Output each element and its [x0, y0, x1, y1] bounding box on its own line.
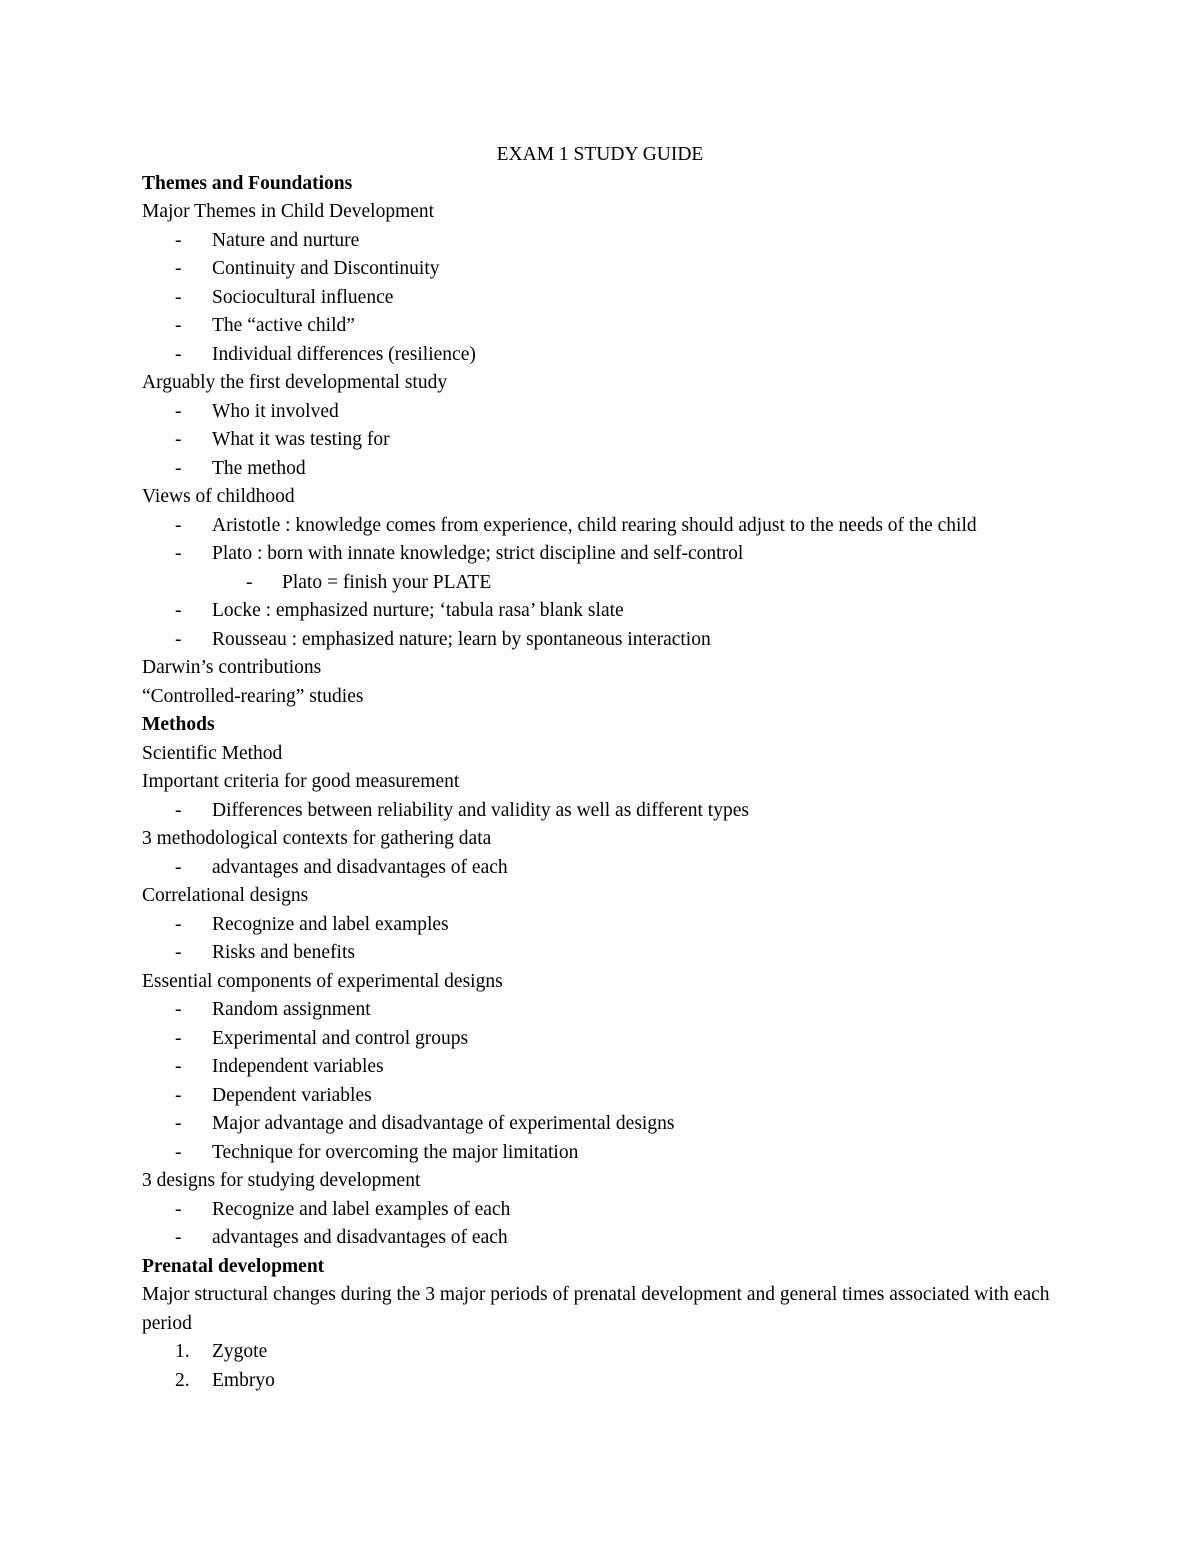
document-title: EXAM 1 STUDY GUIDE — [496, 144, 704, 165]
sub-list-item: - Plato = finish your PLATE — [142, 569, 1072, 598]
bullet-dash: - — [175, 913, 182, 935]
list-item: - The “active child” — [142, 312, 1072, 341]
bullet-dash: - — [175, 1056, 182, 1077]
list-item: - The method — [142, 455, 1072, 484]
bullet-dash: - — [175, 514, 182, 536]
bullet-dash: - — [175, 457, 182, 479]
list-item: - Sociocultural influence — [142, 284, 1072, 313]
section-heading-prenatal: Prenatal development — [142, 1255, 325, 1277]
topic-developmental-designs: 3 designs for studying development — [142, 1170, 421, 1191]
list-item: - Risks and benefits — [142, 939, 1072, 968]
list-item: - Dependent variables — [142, 1082, 1072, 1111]
topic-first-study: Arguably the first developmental study — [142, 372, 448, 393]
list-item: - Independent variables — [142, 1053, 1072, 1082]
list-item: - Rousseau : emphasized nature; learn by spontaneous interaction — [142, 626, 1072, 655]
section-heading-methods: Methods — [142, 714, 215, 735]
bullet-dash: - — [175, 1141, 182, 1163]
list-item: - Differences between reliability and validity as well as different types — [142, 797, 1072, 826]
list-item: - Experimental and control groups — [142, 1025, 1072, 1054]
list-item: - Locke : emphasized nurture; ‘tabula rasa’ blank slate — [142, 597, 1072, 626]
item-number: 2. — [175, 1369, 190, 1391]
list-item: - Aristotle : knowledge comes from experience, child rearing should adjust to the needs of the child — [142, 512, 1072, 541]
numbered-item: 1. Zygote — [142, 1338, 1072, 1367]
bullet-dash: - — [175, 429, 182, 450]
list-item: - Major advantage and disadvantage of experimental designs — [142, 1110, 1072, 1139]
topic-correlational-designs: Correlational designs — [142, 885, 309, 906]
bullet-dash: - — [175, 999, 182, 1020]
bullet-dash: - — [175, 229, 182, 251]
bullet-dash: - — [175, 315, 182, 336]
topic-controlled-rearing: “Controlled-rearing” studies — [142, 685, 364, 707]
topic-experimental-designs: Essential components of experimental designs — [142, 970, 503, 992]
topic-methodological-contexts: 3 methodological contexts for gathering data — [142, 828, 492, 849]
list-item: - What it was testing for — [142, 426, 1072, 455]
bullet-dash: - — [175, 799, 182, 821]
topic-scientific-method: Scientific Method — [142, 742, 283, 764]
bullet-dash: - — [175, 1084, 182, 1106]
list-item: - Technique for overcoming the major limitation — [142, 1139, 1072, 1168]
bullet-dash: - — [175, 1027, 182, 1049]
list-item: - Who it involved — [142, 398, 1072, 427]
list-item: - advantages and disadvantages of each — [142, 854, 1072, 883]
topic-structural-changes: Major structural changes during the 3 major periods of prenatal development and general times associated with each period — [142, 1284, 1050, 1334]
topic-major-themes: Major Themes in Child Development — [142, 201, 435, 222]
bullet-dash: - — [175, 1198, 182, 1220]
bullet-dash: - — [175, 1113, 182, 1134]
bullet-dash: - — [175, 258, 182, 279]
topic-views-of-childhood: Views of childhood — [142, 486, 295, 507]
bullet-dash: - — [175, 856, 182, 878]
list-item: - Nature and nurture — [142, 227, 1072, 256]
list-item: - Random assignment — [142, 996, 1072, 1025]
list-item: - Individual differences (resilience) — [142, 341, 1072, 370]
list-item: - Recognize and label examples — [142, 911, 1072, 940]
bullet-dash: - — [175, 543, 182, 564]
bullet-dash: - — [246, 571, 253, 593]
bullet-dash: - — [175, 343, 182, 365]
bullet-dash: - — [175, 942, 182, 963]
bullet-dash: - — [175, 1227, 182, 1248]
bullet-dash: - — [175, 628, 182, 650]
bullet-dash: - — [175, 286, 182, 308]
section-heading-themes: Themes and Foundations — [142, 172, 353, 194]
list-item: - Continuity and Discontinuity — [142, 255, 1072, 284]
bullet-dash: - — [175, 600, 182, 621]
list-item: - Recognize and label examples of each — [142, 1196, 1072, 1225]
numbered-item: 2. Embryo — [142, 1367, 1072, 1396]
item-number: 1. — [175, 1341, 190, 1362]
list-item: - advantages and disadvantages of each — [142, 1224, 1072, 1253]
topic-measurement-criteria: Important criteria for good measurement — [142, 771, 460, 792]
document-body — [142, 170, 1072, 1396]
list-item: - Plato : born with innate knowledge; strict discipline and self-control — [142, 540, 1072, 569]
bullet-dash: - — [175, 400, 182, 422]
topic-darwin: Darwin’s contributions — [142, 657, 322, 678]
